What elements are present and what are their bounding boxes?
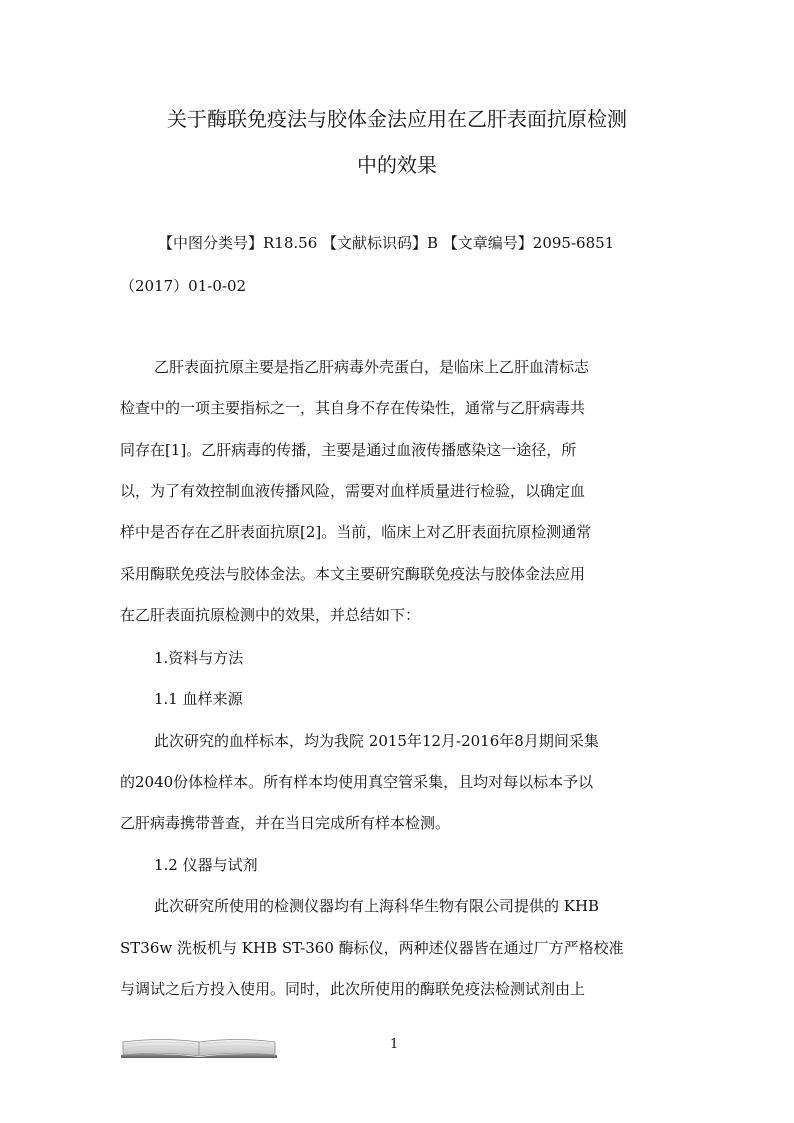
subsection-heading: 1.2 仪器与试剂 xyxy=(154,856,258,874)
document-title xyxy=(120,96,674,188)
section-heading: 1.资料与方法 xyxy=(154,649,244,667)
page-number: 1 xyxy=(390,1037,399,1052)
paragraph-line: 此次研究所使用的检测仪器均有上海科华生物有限公司提供的 KHB xyxy=(154,897,600,915)
paragraph-line: 样中是否存在乙肝表面抗原[2]。当前，临床上对乙肝表面抗原检测通常 xyxy=(120,523,592,541)
title-line-2: 中的效果 xyxy=(357,153,437,177)
paragraph-line: 以，为了有效控制血液传播风险，需要对血样质量进行检验，以确定血 xyxy=(120,482,586,500)
paragraph-line: 采用酶联免疫法与胶体金法。本文主要研究酶联免疫法与胶体金法应用 xyxy=(120,565,586,583)
paragraph-line: 与调试之后方投入使用。同时，此次所使用的酶联免疫法检测试剂由上 xyxy=(120,980,586,998)
paragraph-line: 的2040份体检样本。所有样本均使用真空管采集，且均对每以标本予以 xyxy=(120,773,594,791)
book-icon xyxy=(121,1036,277,1058)
classification-line-1: 【中图分类号】R18.56 【文献标识码】B 【文章编号】2095-6851 xyxy=(158,234,615,252)
paragraph-line: 在乙肝表面抗原检测中的效果，并总结如下： xyxy=(120,606,421,624)
title-line-1: 关于酶联免疫法与胶体金法应用在乙肝表面抗原检测 xyxy=(167,107,627,131)
paragraph-line: 同存在[1]。乙肝病毒的传播，主要是通过血液传播感染这一途径，所 xyxy=(120,441,577,459)
paragraph-line: 检查中的一项主要指标之一，其自身不存在传染性，通常与乙肝病毒共 xyxy=(120,399,586,417)
paragraph-line: ST36w 洗板机与 KHB ST-360 酶标仪，两种述仪器皆在通过厂方严格校准 xyxy=(120,939,624,957)
subsection-heading: 1.1 血样来源 xyxy=(154,690,243,708)
paragraph-line: 乙肝病毒携带普查，并在当日完成所有样本检测。 xyxy=(120,814,451,832)
paragraph-line: 乙肝表面抗原主要是指乙肝病毒外壳蛋白，是临床上乙肝血清标志 xyxy=(154,358,590,376)
paragraph-line: 此次研究的血样标本，均为我院 2015年12月-2016年8月期间采集 xyxy=(154,732,599,750)
classification-line-2: （2017）01-0-02 xyxy=(120,277,247,295)
